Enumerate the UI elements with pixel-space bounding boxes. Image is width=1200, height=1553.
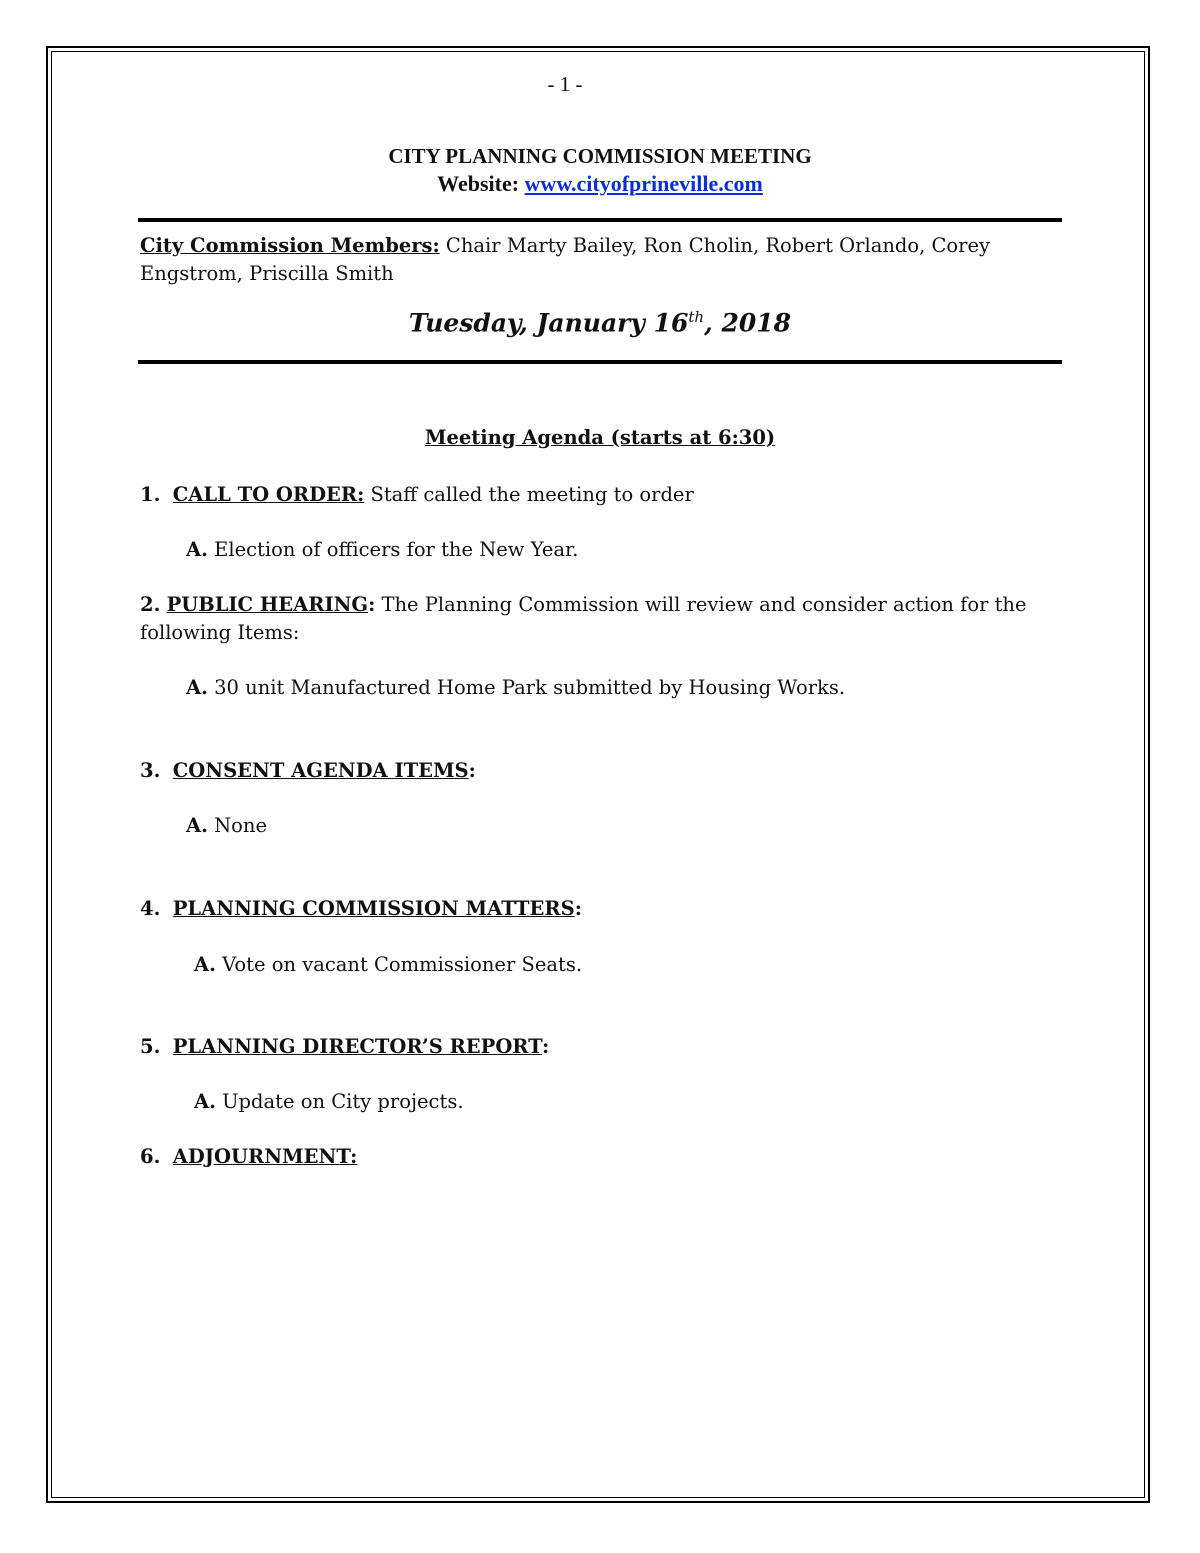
agenda-item-5: 5. PLANNING DIRECTOR’S REPORT: (140, 1035, 550, 1058)
agenda-subitem-4a: A. Vote on vacant Commissioner Seats. (194, 953, 583, 976)
divider-top (138, 218, 1062, 222)
agenda-subitem-1a: A. Election of officers for the New Year. (186, 538, 579, 561)
agenda-item-label: PLANNING DIRECTOR’S REPORT (172, 1035, 542, 1058)
website-link[interactable]: www.cityofprineville.com (524, 171, 763, 196)
divider-bottom (138, 360, 1062, 364)
agenda-title: Meeting Agenda (starts at 6:30) (424, 426, 776, 449)
members-label: City Commission Members: (140, 234, 440, 257)
agenda-item-label: PLANNING COMMISSION MATTERS (172, 897, 575, 920)
agenda-item-2: 2. PUBLIC HEARING: The Planning Commission will review and consider action for the following Items: (140, 593, 1027, 644)
website-line (0, 171, 1200, 197)
agenda-item-6: 6. ADJOURNMENT: (140, 1145, 358, 1168)
agenda-item-4: 4. PLANNING COMMISSION MATTERS: (140, 897, 582, 920)
website-label: Website: (437, 171, 525, 196)
agenda-subitem-2a: A. 30 unit Manufactured Home Park submitted by Housing Works. (186, 676, 846, 699)
page-number: - 1 - (547, 72, 583, 96)
agenda-item-label: PUBLIC HEARING (166, 593, 369, 616)
meeting-date: Tuesday, January 16th, 2018 (408, 308, 792, 338)
document-title: CITY PLANNING COMMISSION MEETING (388, 144, 812, 168)
agenda-item-1: 1. CALL TO ORDER: Staff called the meeting to order (140, 483, 694, 506)
members-names: Chair Marty Bailey, Ron Cholin, Robert Orlando, Corey Engstrom, Priscilla Smith (140, 234, 991, 285)
agenda-item-label: CALL TO ORDER: (172, 483, 365, 506)
agenda-item-label: CONSENT AGENDA ITEMS (172, 759, 469, 782)
agenda-item-3: 3. CONSENT AGENDA ITEMS: (140, 759, 476, 782)
agenda-subitem-3a: A. None (186, 814, 268, 837)
agenda-subitem-5a: A. Update on City projects. (194, 1090, 464, 1113)
commission-members (140, 232, 1040, 288)
agenda-item-label: ADJOURNMENT: (172, 1145, 358, 1168)
